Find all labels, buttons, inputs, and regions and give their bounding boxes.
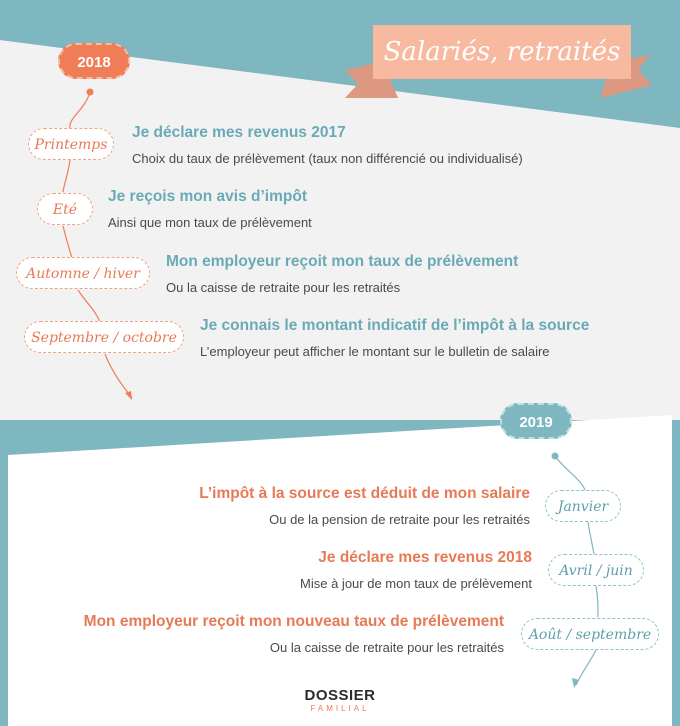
item-desc-2018-4: L’employeur peut afficher le montant sur le bulletin de salaire bbox=[200, 344, 550, 359]
period-pill-printemps: Printemps bbox=[28, 128, 114, 160]
period-pill-avril-juin: Avril / juin bbox=[548, 554, 644, 586]
item-title-2018-4: Je connais le montant indicatif de l’impôt à la source bbox=[200, 317, 590, 334]
period-pill-septembre-octobre: Septembre / octobre bbox=[24, 321, 184, 353]
item-title-2018-1: Je déclare mes revenus 2017 bbox=[132, 124, 346, 141]
period-pill-janvier: Janvier bbox=[545, 490, 621, 522]
item-title-2018-2: Je reçois mon avis d’impôt bbox=[108, 188, 307, 205]
item-title-2018-3: Mon employeur reçoit mon taux de prélèvement bbox=[166, 253, 519, 270]
item-title-2019-2: Je déclare mes revenus 2018 bbox=[318, 549, 532, 566]
year-badge-2019: 2019 bbox=[500, 403, 572, 439]
year-badge-2018: 2018 bbox=[58, 43, 130, 79]
period-pill-automne-hiver: Automne / hiver bbox=[16, 257, 150, 289]
item-desc-2019-3: Ou la caisse de retraite pour les retraités bbox=[269, 640, 504, 655]
item-desc-2019-2: Mise à jour de mon taux de prélèvement bbox=[300, 576, 532, 591]
header-title: Salariés, retraités bbox=[383, 37, 621, 67]
item-desc-2018-2: Ainsi que mon taux de prélèvement bbox=[108, 215, 312, 230]
timeline-start-dot-2019 bbox=[552, 453, 559, 460]
period-pill-ete: Eté bbox=[37, 193, 93, 225]
period-pill-aout-septembre: Août / septembre bbox=[521, 618, 659, 650]
item-title-2019-1: L’impôt à la source est déduit de mon salaire bbox=[199, 485, 530, 502]
logo-word-top: DOSSIER bbox=[304, 687, 376, 704]
item-desc-2019-1: Ou de la pension de retraite pour les retraités bbox=[269, 512, 530, 527]
item-desc-2018-1: Choix du taux de prélèvement (taux non différencié ou individualisé) bbox=[132, 151, 523, 166]
dossier-familial-logo bbox=[290, 688, 390, 714]
item-title-2019-3: Mon employeur reçoit mon nouveau taux de prélèvement bbox=[83, 613, 504, 630]
item-desc-2018-3: Ou la caisse de retraite pour les retraités bbox=[166, 280, 401, 295]
logo-word-bottom: FAMILIAL bbox=[310, 704, 370, 713]
